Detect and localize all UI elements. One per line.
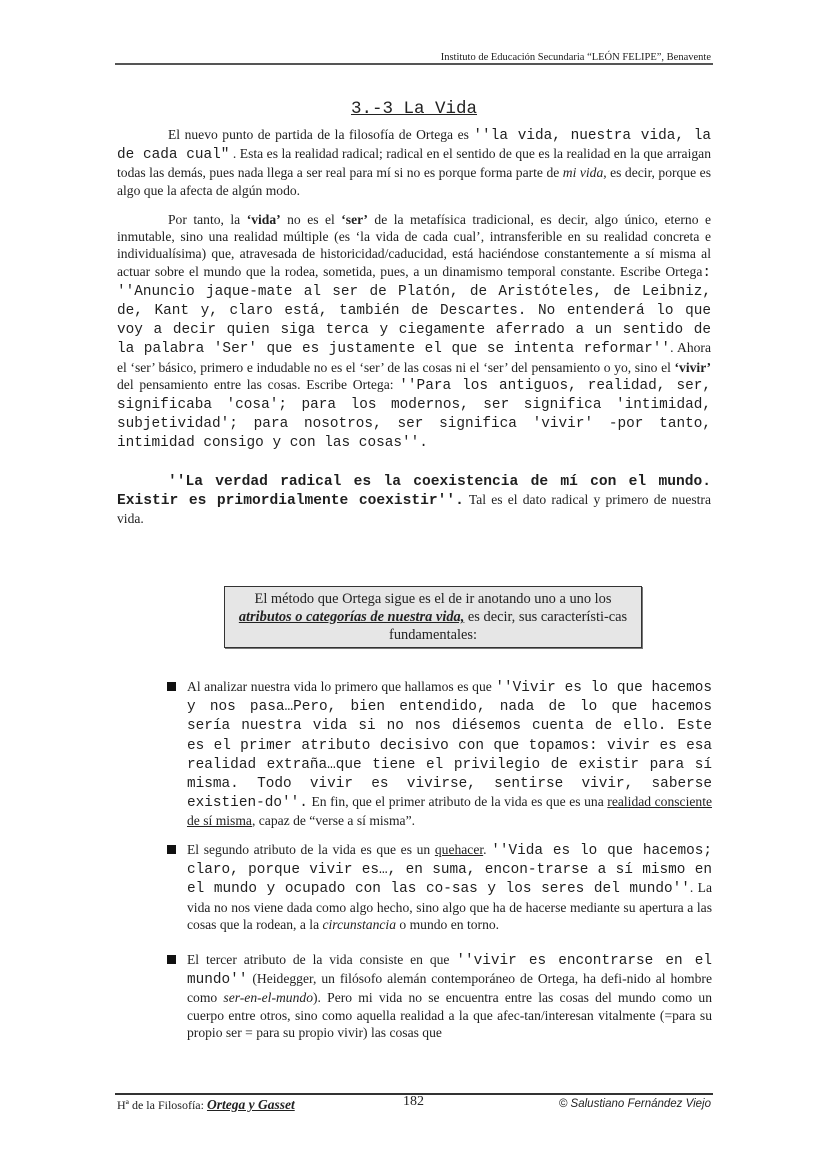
- text: Tal es el dato radical y primero de nuestra vida.: [117, 492, 711, 527]
- emphasis: atributos o categorías de nuestra vida,: [238, 609, 465, 625]
- list-item: [167, 841, 712, 933]
- text: El segundo atributo de la vida es que es un: [187, 842, 435, 857]
- text: Hª de la Filosofía:: [117, 1098, 207, 1112]
- ortega-quote: ''Para los antiguos, realidad, ser, significaba 'cosa'; para los modernos, ser significa 'intimidad, subjetividad'; para nosotros, ser significa 'vivir' -por tanto, intimidad consigo y con las cosas''.: [117, 377, 711, 452]
- text: En fin, que el primer atributo de la vida es que es una: [307, 794, 608, 810]
- running-header: Instituto de Educación Secundaria “LEÓN FELIPE”, Benavente: [440, 52, 711, 63]
- ortega-quote: ''Vida es lo que hacemos; claro, porque vivir es…, en suma, encon-trarse a sí mismo en el mundo y ocupado con las co-sas y los seres del mundo'': [187, 843, 712, 898]
- text: El tercer atributo de la vida consiste en que: [187, 952, 457, 967]
- square-bullet-icon: [167, 682, 176, 691]
- footer-title: Ortega y Gasset: [206, 1097, 295, 1112]
- emphasis: circunstancia: [322, 916, 396, 932]
- text: , es decir, porque es algo que la afecta de algún modo.: [117, 165, 711, 198]
- text: es decir, sus característi-cas fundamentales:: [389, 609, 628, 643]
- paragraph-1: [117, 126, 711, 199]
- text: . La vida no nos viene dada como algo hecho, sino algo que ha de hacerse mediante su apertura a las cosas que la rodean, a la: [187, 880, 712, 932]
- page-number: 182: [403, 1094, 424, 1109]
- text: . Esta es la realidad radical; radical en el sentido de que es la realidad en la que arraigan todas las demás, pues nada llega a ser real para mí si no es porque forma parte de: [117, 146, 711, 181]
- square-bullet-icon: [167, 955, 176, 964]
- text: no es el: [280, 212, 342, 227]
- list-item: [167, 678, 712, 830]
- section-title: 3.-3 La Vida: [350, 99, 478, 119]
- underlined-term: quehacer: [434, 842, 484, 857]
- ortega-quote: ''vivir es encontrarse en el mundo'': [187, 953, 712, 989]
- footer-course: [117, 1097, 295, 1113]
- key-quote: ''La verdad radical es la coexistencia de mí con el mundo. Existir es primordialmente coexistir''.: [117, 474, 711, 510]
- emphasis: ser-en-el-mundo: [223, 990, 313, 1006]
- text: ). Pero mi vida no se encuentra entre las cosas del mundo como un cuerpo entre otros, sino como aquella realidad a la que afec-tan/interesan vitalmente (=para su propio ser = para su propio vivir) las cosas que: [187, 990, 712, 1040]
- text: . Ahora el ‘ser’ básico, primero e indudable no es el ‘ser’ de las cosas ni el ‘ser’ del pensamiento o yo, sino el: [117, 340, 711, 375]
- text: Por tanto, la: [168, 212, 247, 227]
- method-callout-box: [224, 586, 642, 648]
- ortega-quote: ''Vivir es lo que hacemos y nos pasa…Pero, bien entendido, nada de lo que hacemos sería nuestra vida si no nos diésemos cuenta de ello. Este es el primer atributo decisivo con que topamos: vivir es esa realidad extraña…que tiene el privilegio de existir para sí misma. Todo vivir es vivirse, sentirse vivir, saberse existien-do''.: [187, 680, 712, 812]
- text: (Heidegger, un filósofo alemán contemporáneo de Ortega, ha defi-nido al hombre como: [187, 971, 712, 1006]
- text: El nuevo punto de partida de la filosofía de Ortega es: [168, 127, 474, 142]
- footer-copyright: © Salustiano Fernández Viejo: [558, 1098, 711, 1110]
- term-vida: ‘vida’: [246, 212, 281, 227]
- ortega-quote: : ''Anuncio jaque-mate al ser de Platón, de Aristóteles, de Leibniz, de, Kant y, claro está, también de Descartes. No entenderá lo que voy a decir quien siga terca y ciegamente aferrado a un sentido de la palabra 'Ser' que es justamente el que se intenta reformar'': [117, 264, 711, 358]
- paragraph-2: [117, 211, 711, 453]
- emphasis: mi vida: [562, 165, 604, 181]
- text: del pensamiento entre las cosas. Escribe Ortega:: [117, 376, 400, 392]
- text: Al analizar nuestra vida lo primero que hallamos es que: [187, 679, 496, 694]
- text: o mundo en torno.: [396, 916, 500, 932]
- term-ser: ‘ser’: [341, 212, 368, 227]
- text: de la metafísica tradicional, es decir, algo único, eterno e inmutable, sino una realidad múltiple (es ‘la vida de cada cual’, intransferible en su realidad concreta e individualísima) que, atravesada de historicidad/caducidad, está haciéndose constantemente a sí misma al actuar sobre el mundo que la rodea, sometida, pues, a un dinamismo temporal constante. Escribe Ortega: [117, 212, 711, 279]
- term-vivir: ‘vivir’: [674, 359, 711, 375]
- list-item: [167, 951, 712, 1041]
- text: , capaz de “verse a sí misma”.: [251, 813, 415, 829]
- text: .: [483, 842, 492, 857]
- header-rule: [115, 63, 713, 65]
- text: El método que Ortega sigue es el de ir anotando uno a uno los: [254, 591, 612, 607]
- underlined-term: realidad consciente de sí misma: [187, 794, 713, 829]
- square-bullet-icon: [167, 845, 176, 854]
- paragraph-3: [117, 472, 711, 528]
- ortega-quote: ''la vida, nuestra vida, la de cada cual": [117, 128, 711, 164]
